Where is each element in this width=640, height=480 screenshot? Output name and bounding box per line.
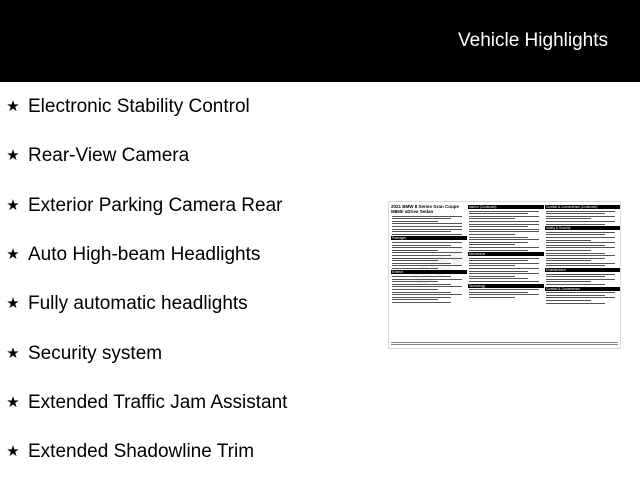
list-item	[0, 136, 372, 176]
list-item	[0, 235, 372, 275]
list-item	[0, 186, 372, 226]
list-item	[0, 432, 372, 472]
star-icon: ★	[6, 295, 20, 312]
star-icon: ★	[6, 394, 20, 411]
feature-label: Extended Shadowline Trim	[28, 441, 255, 462]
sticker-band: Comfort & Convenience	[545, 287, 620, 291]
sticker-title: 2021 BMW 8 Series Gran Coupe	[391, 204, 460, 209]
list-item	[0, 334, 372, 374]
sticker-band: Exterior	[391, 270, 467, 274]
page-title: Vehicle Highlights	[458, 30, 608, 51]
feature-label: Auto High-beam Headlights	[28, 244, 261, 265]
star-icon: ★	[6, 197, 20, 214]
sticker-band: Mechanical	[468, 252, 544, 256]
feature-label: Exterior Parking Camera Rear	[28, 195, 283, 216]
list-item	[0, 87, 372, 127]
feature-list	[0, 82, 372, 480]
sticker-column-2	[468, 204, 544, 340]
sticker-footer	[391, 341, 618, 347]
feature-label: Security system	[28, 343, 163, 364]
feature-label: Electronic Stability Control	[28, 96, 250, 117]
sticker-band: Entertainment	[545, 268, 620, 272]
star-icon: ★	[6, 98, 20, 115]
feature-label: Fully automatic headlights	[28, 293, 248, 314]
sticker-band: Comfort & Convenience (Continued)	[545, 205, 620, 209]
star-icon: ★	[6, 147, 20, 164]
feature-label: Rear-View Camera	[28, 145, 190, 166]
feature-label: Extended Traffic Jam Assistant	[28, 392, 288, 413]
sticker-band: Safety & Security	[545, 226, 620, 230]
list-item	[0, 284, 372, 324]
sticker-band: Interior (Continued)	[468, 205, 544, 209]
star-icon: ★	[6, 443, 20, 460]
sticker-column-1	[391, 204, 467, 340]
sticker-band: Technology	[468, 284, 544, 288]
window-sticker-image[interactable]	[388, 201, 621, 349]
header-bar	[0, 0, 640, 82]
star-icon: ★	[6, 246, 20, 263]
star-icon: ★	[6, 345, 20, 362]
list-item	[0, 383, 372, 423]
sticker-column-3	[545, 204, 620, 340]
sticker-band: Packages	[391, 236, 467, 240]
sticker-model: M850i xDrive Sedan	[391, 209, 434, 214]
